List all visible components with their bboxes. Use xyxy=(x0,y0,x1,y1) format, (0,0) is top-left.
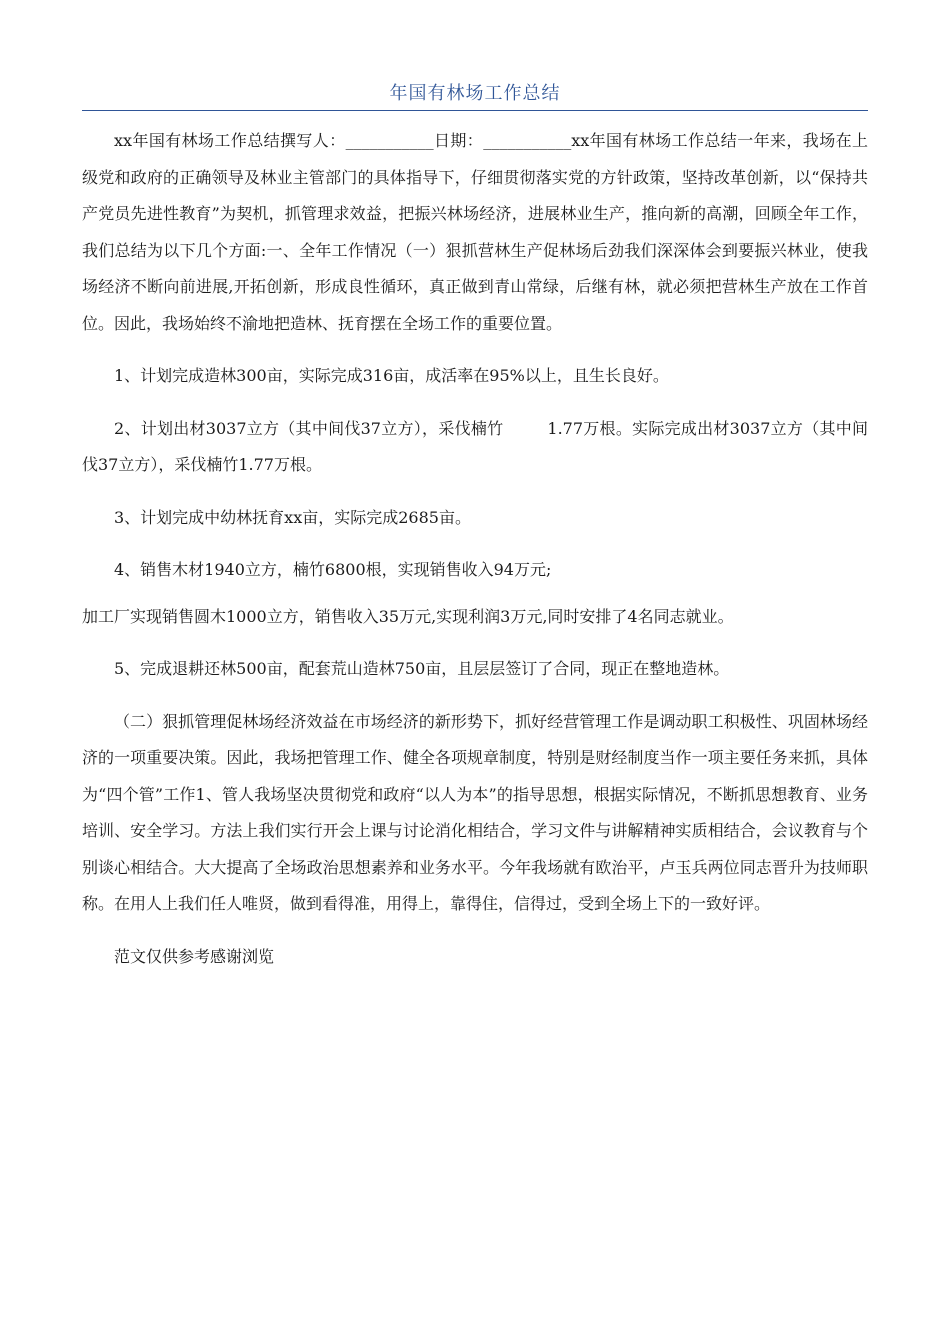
page-title: 年国有林场工作总结 xyxy=(389,83,561,104)
item-1-paragraph: 1、计划完成造林300亩，实际完成316亩，成活率在95%以上，且生长良好。 xyxy=(114,366,669,385)
intro-paragraph: xx年国有林场工作总结撰写人：___________日期：___________xx年国有林场工作总结一年来，我场在上级党和政府的正确领导及林业主管部门的具体指导下，仔细贯彻落实党的方针政策，坚持改革创新，以“保持共产党员先进性教育”为契机，抓管理求效益，把振兴林场经济，进展林业生产，推向新的高潮，回顾全年工作，我们总结为以下几个方面:一、全年工作情况（一）狠抓营林生产促林场后劲我们深深体会到要振兴林业，使我场经济不断向前进展,开拓创新，形成良性循环，真正做到青山常绿，后继有林，就必须把营林生产放在工作首位。因此，我场始终不渝地把造林、抚育摆在全场工作的重要位置。 xyxy=(82,131,868,333)
document-body xyxy=(82,123,868,975)
item-5-paragraph: 5、完成退耕还林500亩，配套荒山造林750亩，且层层签订了合同，现正在整地造林。 xyxy=(114,659,730,678)
item-4-continuation: 加工厂实现销售圆木1000立方，销售收入35万元,实现利润3万元,同时安排了4名同志就业。 xyxy=(82,606,734,626)
page-header xyxy=(82,80,868,111)
item-4-paragraph: 4、销售木材1940立方，楠竹6800根，实现销售收入94万元; xyxy=(114,560,552,579)
item-2-text-a: 2、计划出材3037立方（其中间伐37立方），采伐楠竹 xyxy=(114,418,504,438)
footer-note: 范文仅供参考感谢浏览 xyxy=(114,946,275,966)
item-2-paragraph xyxy=(82,411,868,484)
item-3-paragraph: 3、计划完成中幼林抚育xx亩，实际完成2685亩。 xyxy=(114,507,471,527)
section-2-paragraph: （二）狠抓管理促林场经济效益在市场经济的新形势下，抓好经营管理工作是调动职工积极性、巩固林场经济的一项重要决策。因此，我场把管理工作、健全各项规章制度，特别是财经制度当作一项主要任务来抓，具体为“四个管”工作1、管人我场坚决贯彻党和政府“以人为本”的指导思想，根据实际情况，不断抓思想教育、业务培训、安全学习。方法上我们实行开会上课与讨论消化相结合，学习文件与讲解精神实质相结合，会议教育与个别谈心相结合。大大提高了全场政治思想素养和业务水平。今年我场就有欧治平，卢玉兵两位同志晋升为技师职称。在用人上我们任人唯贤，做到看得准，用得上，靠得住，信得过，受到全场上下的一致好评。 xyxy=(82,711,868,913)
item-2-text-b: 1.77万根。实际完成出材3037立方（其中间伐37立方），采伐楠竹1.77万根。 xyxy=(82,418,868,474)
